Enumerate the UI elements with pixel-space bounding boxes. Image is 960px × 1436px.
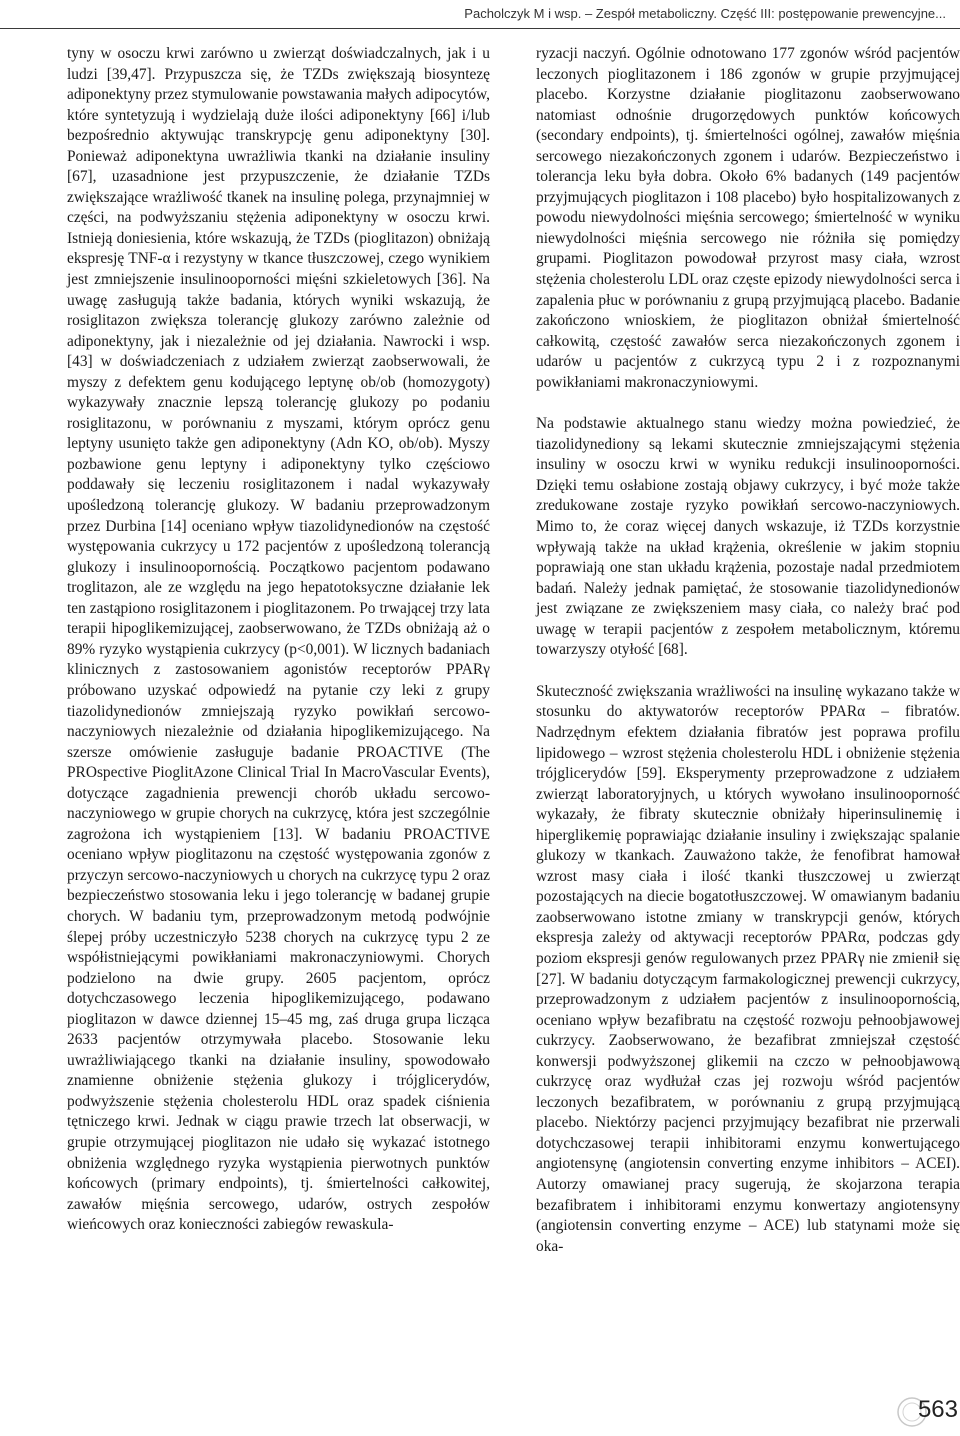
running-title: Pacholczyk M i wsp. – Zespół metaboliczny. Część III: postępowanie prewencyjne... bbox=[464, 6, 946, 21]
paragraph: Skuteczność zwiększania wrażliwości na insulinę wykazano także w stosunku do aktywatorów receptorów PPARα – fibratów. Nadrzędnym efektem działania fibratów jest poprawa profilu lipidowego – wzrost stężenia cholesterolu HDL i obniżenie stężenia trójglicerydów [59]. Eksperymenty przeprowadzone z udziałem zwierząt laboratoryjnych, u których wywołano insulinooporność wykazały, że fibraty skutecznie obniżały hiperinsulinemię i hiperglikemię poprawiając działanie insuliny i zwiększając spalanie glukozy w tkankach. Zauważono także, że fenofibrat hamował wzrost masy ciała i ilość tkanki tłuszczowej u zwierząt pozostających na diecie bogatotłuszczowej. W omawianym badaniu zaobserwowano istotne zmiany w transkrypcji genów, których ekspresja zależy od aktywacji receptorów PPARα, podczas gdy poziom ekspresji genów regulowanych przez PPARγ nie zmienił się [27]. W badaniu dotyczącym farmakologicznej prewencji cukrzycy, przeprowadzonym z udziałem pacjentów z insulinoopornością, oceniano wpływ bezafibratu na częstość rozwoju pełnoobjawowej cukrzycy. Zaobserwowano, że bezafibrat zmniejszał częstość konwersji podwyższonej glikemii na czczo w pełnoobjawową cukrzycę oraz wydłużał czas jej rozwoju wśród pacjentów leczonych bezafibratem, w porównaniu z grupą przyjmującą placebo. Niektórzy pacjenci przyjmujący bezafibrat nie przerwali dotychczasowej terapii inhibitorami enzymu konwertującego angiotensynę (angiotensin converting enzyme inhibitors – ACEI). Autorzy omawianej pracy sugerują, że skojarzona terapia bezafibratem i inhibitorami enzymu konwertazy angiotensyny (angiotensin converting enzyme – ACE) lub statynami może się oka- bbox=[536, 682, 960, 1255]
right-column bbox=[536, 44, 960, 1257]
page-number: 563 bbox=[917, 1396, 958, 1423]
paragraph: tyny w osoczu krwi zarówno u zwierząt doświadczalnych, jak i u ludzi [39,47]. Przypuszcza się, że TZDs zwiększają biosyntezę adiponektyny przez stymulowanie powstawania małych adipocytów, które syntetyzują i wydzielają duże ilości adiponektyny [66] i/lub bezpośrednio aktywując transkrypcję genu adiponektyny [30]. Ponieważ adiponektyna uwrażliwia tkanki na działanie insuliny [67], uzasadnione jest przypuszczenie, że działanie TZDs zwiększające wrażliwość tkanek na insulinę polega, przynajmniej w części, na podwyższaniu stężenia adiponektyny w osoczu krwi. Istnieją doniesienia, które wskazują, że TZDs (pioglitazon) obniżają ekspresję TNF-α i rezystyny w tkance tłuszczowej, czego wynikiem jest zmniejszenie insulinooporności mięśni szkieletowych [36]. Na uwagę zasługują także badania, których wyniki wskazują, że rosiglitazon zwiększa tolerancję glukozy zarówno zależnie od adiponektyny, jak i niezależnie od jej działania. Nawrocki i wsp. [43] w doświadczeniach z udziałem zwierząt zaobserwowali, że myszy z defektem genu kodującego leptynę ob/ob (homozygoty) wykazywały znacznie lepszą tolerancję glukozy po podaniu rosiglitazonu, w porównaniu z myszami, którym oprócz genu leptyny usunięto także gen adiponektyny (Adn KO, ob/ob). Myszy pozbawione genu leptyny i adiponektyny tylko częściowo poddawały się leczeniu rosiglitazonem i nadal wykazywały upośledzoną tolerancję glukozy. W badaniu przeprowadzonym przez Durbina [14] oceniano wpływ tiazolidynedionów na częstość występowania cukrzycy u 172 pacjentów z upośledzoną tolerancją glukozy i insulinoopornością. Początkowo pacjentom podawano troglitazon, ale ze względu na jego hepatotoksyczne działanie lek ten zastąpiono rosiglitazonem i pioglitazonem. Po trwającej trzy lata terapii hipoglikemizującej, zaobserwowano, że TZDs obniżają aż o 89% ryzyko wystąpienia cukrzycy (p<0,001). W licznych badaniach klinicznych z zastosowaniem agonistów receptorów PPARγ próbowano uzyskać odpowiedź na pytanie czy leki z grupy tiazolidynedionów zmniejszają ryzyko powikłań sercowo-naczyniowych niezależnie od działania hipoglikemizującego. Na szersze omówienie zasługuje badanie PROACTIVE (The PROspective PioglitAzone Clinical Trial In MacroVascular Events), dotyczące zagadnienia prewencji chorób układu sercowo-naczyniowego w grupie chorych na cukrzycę, która jest szczególnie zagrożona ich wystąpieniem [13]. W badaniu PROACTIVE oceniano wpływ pioglitazonu na częstość występowania zgonów z przyczyn sercowo-naczyniowych u chorych na cukrzycę typu 2 oraz bezpieczeństwo stosowania leku i jego tolerancję w badanej grupie chorych. W badaniu tym, przeprowadzonym metodą podwójnie ślepej próby uczestniczyło 5238 chorych na cukrzycę typu 2 ze współistniejącymi powikłaniami makronaczyniowymi. Chorych podzielono na dwie grupy. 2605 pacjentom, oprócz dotychczasowego leczenia hipoglikemizującego, podawano pioglitazon w dawce dziennej 15–45 mg, zaś druga grupa licząca 2633 pacjentów otrzymywała placebo. Stosowanie leku uwrażliwiającego tkanki na działanie insuliny, spowodowało znamienne obniżenie stężenia glukozy i trójglicerydów, podwyższenie stężenia cholesterolu HDL oraz spadek ciśnienia tętniczego krwi. Jednak w ciągu prawie trzech lat obserwacji, w grupie otrzymującej pioglitazon nie udało się wykazać istotnego obniżenia względnego ryzyka wystąpienia pierwotnych punktów końcowych (primary endpoints), tj. śmiertelności całkowitej, zawałów mięśnia sercowego, udarów, ostrych zespołów wieńcowych oraz konieczności zabiegów rewaskula- bbox=[67, 45, 490, 1234]
running-header bbox=[0, 0, 960, 29]
paragraph: Na podstawie aktualnego stanu wiedzy można powiedzieć, że tiazolidynediony są lekami skutecznie zmniejszającymi stężenia insuliny w osoczu krwi w wyniku redukcji insulinooporności. Dzięki temu osłabione zostają objawy cukrzycy, i być może także zredukowane zostaje ryzyko powikłań sercowo-naczyniowych. Mimo to, że coraz więcej danych wskazuje, iż TZDs korzystnie wpływają także na układ krążenia, określenie w jakim stopniu poprawiają one stan układu krążenia, pozostaje nadal przedmiotem badań. Należy jednak pamiętać, że stosowanie tiazolidynedionów jest związane ze zwiększeniem masy ciała, co należy brać pod uwagę w terapii pacjentów z zespołem metabolicznym, któremu towarzyszy otyłość [68]. bbox=[536, 415, 960, 659]
left-column bbox=[67, 44, 490, 1236]
paragraph: ryzacji naczyń. Ogólnie odnotowano 177 zgonów wśród pacjentów leczonych pioglitazonem i 186 zgonów w grupie przyjmującej placebo. Korzystne działanie pioglitazonu zaobserwowano natomiast odnośnie drugorzędowych punktów końcowych (secondary endpoints), tj. śmiertelności ogólnej, zawałów mięśnia sercowego niezakończonych zgonem i udarów. Bezpieczeństwo i tolerancja leku była dobra. Około 6% badanych (149 pacjentów przyjmujących pioglitazon i 108 placebo) było hospitalizowanych z powodu niewydolności mięśnia sercowego; śmiertelność w wyniku niewydolności mięśnia sercowego nie różniła się pomiędzy grupami. Pioglitazon powodował przyrost masy ciała, wzrost stężenia cholesterolu LDL oraz częste epizody niewydolności serca i zapalenia płuc w porównaniu z grupą przyjmującą placebo. Badanie zakończono wnioskiem, że pioglitazon obniżał śmiertelność całkowitą, częstość zawałów serca niezakończonych zgonem i udarów u pacjentów z cukrzycą typu 2 i z rozpoznanymi powikłaniami makronaczyniowymi. bbox=[536, 45, 960, 391]
